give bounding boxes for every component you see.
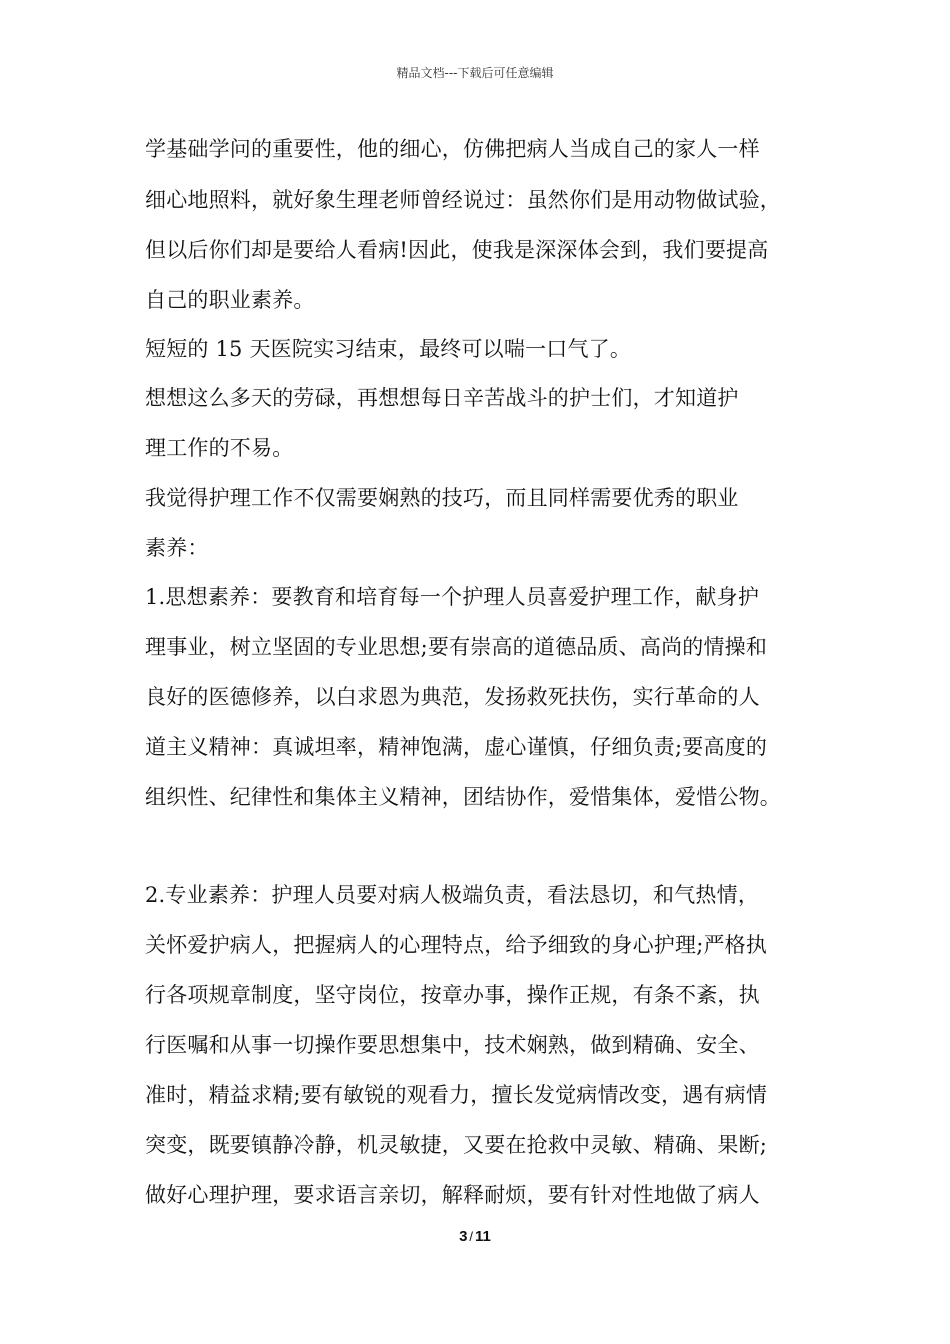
text-line: 我觉得护理工作不仅需要娴熟的技巧，而且同样需要优秀的职业: [145, 486, 739, 510]
page-separator: /: [469, 1229, 474, 1244]
text-line: 良好的医德修养，以白求恩为典范，发扬救死扶伤，实行革命的人: [145, 685, 760, 709]
text-line: 细心地照料，就好象生理老师曾经说过：虽然你们是用动物做试验，: [145, 188, 781, 212]
text-line: 素养：: [145, 536, 209, 560]
text-line: 做好心理护理，要求语言亲切，解释耐烦，要有针对性地做了病人: [145, 1183, 760, 1207]
text-line: 行医嘱和从事一切操作要思想集中，技术娴熟，做到精确、安全、: [145, 1033, 760, 1057]
text-line: 准时，精益求精;要有敏锐的观看力，擅长发觉病情改变，遇有病情: [145, 1083, 768, 1107]
page-number: [0, 1228, 950, 1245]
current-page: 3: [459, 1228, 468, 1245]
total-pages: 11: [475, 1228, 491, 1245]
text-line: 2.专业素养：护理人员要对病人极端负责，看法恳切，和气热情，: [145, 883, 760, 907]
text-line: 自己的职业素养。: [145, 288, 315, 312]
text-line: 道主义精神：真诚坦率，精神饱满，虚心谨慎，仔细负责;要高度的: [145, 735, 768, 759]
text-line: 组织性、纪律性和集体主义精神，团结协作，爱惜集体，爱惜公物。: [145, 785, 781, 809]
text-line: 理工作的不易。: [145, 436, 294, 460]
text-line: 理事业，树立坚固的专业思想;要有崇高的道德品质、高尚的情操和: [145, 635, 768, 659]
text-line: 学基础学问的重要性，他的细心，仿佛把病人当成自己的家人一样: [145, 137, 760, 161]
text-line: 行各项规章制度，坚守岗位，按章办事，操作正规，有条不紊，执: [145, 983, 760, 1007]
text-line: 1.思想素养：要教育和培育每一个护理人员喜爱护理工作，献身护: [145, 585, 760, 609]
text-line: 关怀爱护病人，把握病人的心理特点，给予细致的身心护理;严格执: [145, 933, 768, 957]
text-line: 但以后你们却是要给人看病!因此，使我是深深体会到，我们要提高: [145, 238, 769, 262]
text-line: 想想这么多天的劳碌，再想想每日辛苦战斗的护士们，才知道护: [145, 386, 739, 410]
text-line: 突变，既要镇静冷静，机灵敏捷，又要在抢救中灵敏、精确、果断;: [145, 1133, 768, 1157]
text-line: 短短的 15 天医院实习结束，最终可以喘一口气了。: [145, 337, 632, 361]
page-header: 精品文档---下载后可任意编辑: [396, 66, 554, 80]
